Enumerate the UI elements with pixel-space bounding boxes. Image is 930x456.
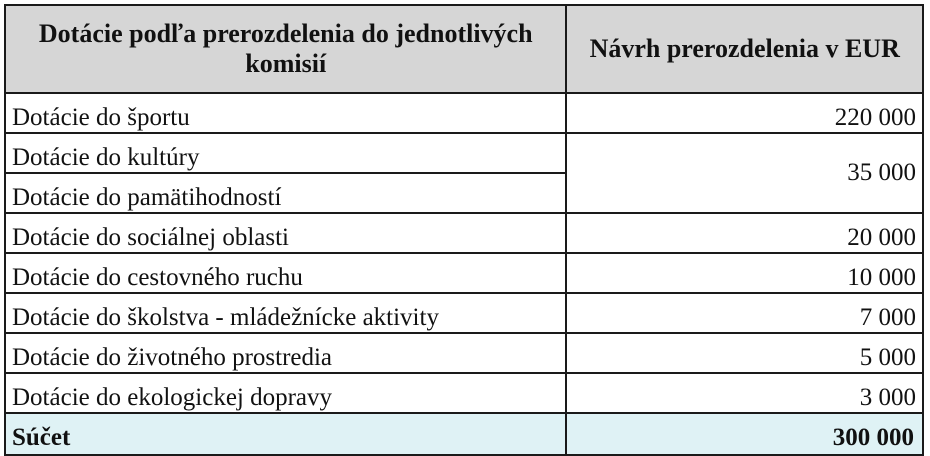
row-name: Dotácie do športu [5, 93, 566, 133]
row-name: Dotácie do ekologickej dopravy [5, 373, 566, 413]
row-amount: 3 000 [566, 373, 923, 413]
grant-allocation-table [4, 4, 924, 456]
row-name: Dotácie do sociálnej oblasti [5, 213, 566, 253]
table-row [5, 253, 923, 293]
row-name: Dotácie do kultúry [5, 133, 566, 173]
row-amount-merged: 35 000 [566, 133, 923, 213]
table-row [5, 293, 923, 333]
table-header-row [5, 5, 923, 93]
row-amount: 5 000 [566, 333, 923, 373]
table-row [5, 93, 923, 133]
row-amount: 7 000 [566, 293, 923, 333]
table-row [5, 213, 923, 253]
total-row [5, 413, 923, 455]
table-row [5, 333, 923, 373]
row-name: Dotácie do cestovného ruchu [5, 253, 566, 293]
column-header-amount: Návrh prerozdelenia v EUR [566, 5, 923, 93]
row-amount: 10 000 [566, 253, 923, 293]
row-name: Dotácie do školstva - mládežnícke aktivity [5, 293, 566, 333]
table-row [5, 133, 923, 173]
table-row [5, 373, 923, 413]
row-name: Dotácie do životného prostredia [5, 333, 566, 373]
row-amount: 20 000 [566, 213, 923, 253]
row-name: Dotácie do pamätihodností [5, 173, 566, 213]
total-amount: 300 000 [566, 413, 923, 455]
column-header-category: Dotácie podľa prerozdelenia do jednotlivých komisií [5, 5, 566, 93]
total-label: Súčet [5, 413, 566, 455]
row-amount: 220 000 [566, 93, 923, 133]
